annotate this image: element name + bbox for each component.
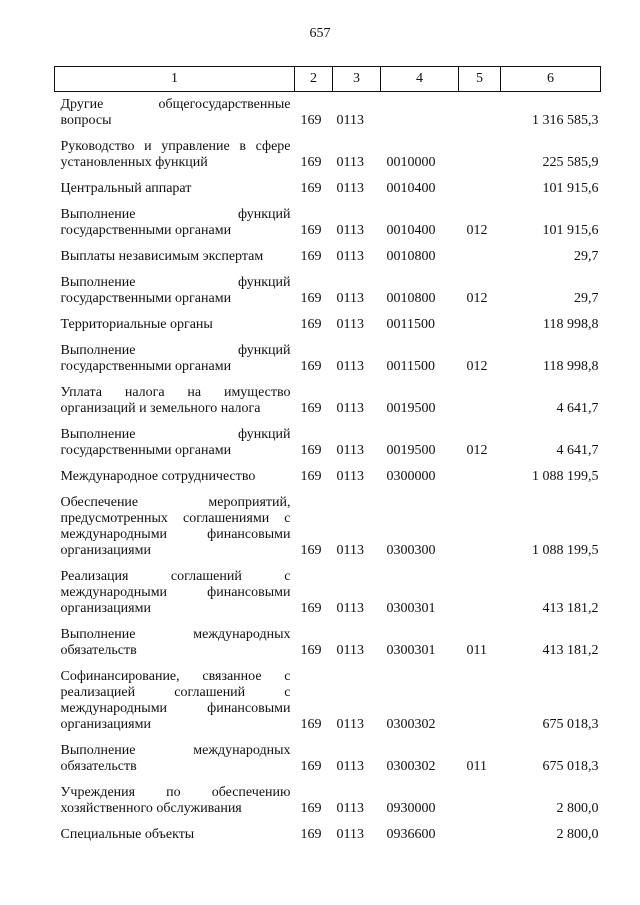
header-col-6: 6 [501,67,601,92]
row-col-2: 169 [300,249,322,264]
row-col-3: 0113 [336,359,364,374]
row-col-6: 1 088 199,5 [532,469,599,484]
row-col-6: 101 915,6 [542,181,599,196]
row-col-6: 1 088 199,5 [532,543,599,558]
row-col-5: 012 [466,291,488,306]
row-col-6: 675 018,3 [542,717,599,732]
row-name-text: Выполнение функций государственными органами [60,207,291,238]
row-col-6: 29,7 [574,291,599,306]
row-col-4: 0010000 [386,155,436,170]
table-row [55,92,601,130]
row-col-3: 0113 [336,643,364,658]
row-name [55,559,295,617]
row-name-text: Выполнение функций государственными органами [60,343,291,374]
row-col-2: 169 [300,717,322,732]
row-name-text: Учреждения по обеспечению хозяйственного обслуживания [60,785,291,816]
table-row [55,265,601,307]
table-header [55,67,601,92]
row-col-5 [459,775,501,817]
row-col-5 [459,559,501,617]
row-col-6: 118 998,8 [543,359,599,374]
row-col-4: 0300000 [386,469,436,484]
row-col-6: 675 018,3 [542,759,599,774]
row-col-3: 0113 [336,181,364,196]
row-name-text: Территориальные органы [60,317,213,332]
row-col-4: 0011500 [386,317,435,332]
row-col-2: 169 [300,113,322,128]
budget-table [54,66,601,843]
row-col-4: 0010800 [386,291,436,306]
row-name [55,459,295,485]
row-col-5 [459,307,501,333]
row-name-text: Международное сотрудничество [60,469,256,484]
row-col-4: 0019500 [386,401,436,416]
row-col-4: 0300301 [386,601,436,616]
table-row [55,817,601,843]
row-col-4: 0010400 [386,181,436,196]
table-row [55,417,601,459]
row-name [55,733,295,775]
header-row [55,67,601,92]
row-name-text: Выполнение функций государственными органами [60,427,291,458]
row-col-2: 169 [300,401,322,416]
table-row [55,617,601,659]
row-name [55,129,295,171]
row-col-4: 0010800 [386,249,436,264]
row-col-5: 011 [466,759,487,774]
row-col-3: 0113 [336,223,364,238]
table-row [55,775,601,817]
row-name [55,485,295,559]
header-col-5: 5 [459,67,501,92]
row-name [55,617,295,659]
table-row [55,459,601,485]
page-number: 657 [309,26,331,41]
row-col-6: 1 316 585,3 [532,113,599,128]
row-col-4: 0300302 [386,759,436,774]
row-col-5 [459,817,501,843]
header-col-1: 1 [55,67,295,92]
row-name [55,659,295,733]
row-col-6: 225 585,9 [542,155,599,170]
row-name-text: Софинансирование, связанное с реализацией соглашений с международными финансовыми организациями [60,669,291,732]
table-row [55,659,601,733]
row-col-3: 0113 [336,827,364,842]
row-name [55,333,295,375]
row-col-4: 0936600 [386,827,436,842]
row-col-5 [459,92,501,130]
header-col-3: 3 [333,67,381,92]
row-col-2: 169 [300,223,322,238]
row-col-4: 0300300 [386,543,436,558]
row-name [55,92,295,130]
row-col-5: 012 [466,443,488,458]
table-row [55,307,601,333]
row-name-text: Выполнение международных обязательств [60,627,291,658]
row-col-3: 0113 [336,317,364,332]
row-col-3: 0113 [336,469,364,484]
row-col-6: 413 181,2 [542,601,599,616]
row-name-text: Выполнение функций государственными органами [60,275,291,306]
row-col-4: 0930000 [386,801,436,816]
row-col-6: 29,7 [574,249,599,264]
row-name [55,375,295,417]
row-col-4: 0019500 [386,443,436,458]
row-col-4: 0300302 [386,717,436,732]
row-col-2: 169 [300,443,322,458]
row-col-6: 118 998,8 [543,317,599,332]
row-col-5 [459,485,501,559]
table-row [55,375,601,417]
row-col-2: 169 [300,759,322,774]
row-name-text: Реализация соглашений с международными финансовыми организациями [60,569,291,616]
table-row [55,197,601,239]
table-row [55,129,601,171]
row-name [55,239,295,265]
row-col-4: 0300301 [386,643,436,658]
row-col-2: 169 [300,801,322,816]
row-name [55,197,295,239]
table-row [55,171,601,197]
row-col-3: 0113 [336,291,364,306]
row-col-3: 0113 [336,801,364,816]
table-body [55,92,601,844]
row-col-3: 0113 [336,717,364,732]
row-name-text: Уплата налога на имущество организаций и земельного налога [60,385,291,416]
row-col-2: 169 [300,543,322,558]
row-name-text: Выплаты независимым экспертам [60,249,264,264]
row-col-3: 0113 [336,759,364,774]
row-col-3: 0113 [336,155,364,170]
row-col-3: 0113 [336,401,364,416]
row-name-text: Другие общегосударственные вопросы [60,97,291,128]
row-col-2: 169 [300,601,322,616]
row-name [55,171,295,197]
header-col-4: 4 [381,67,459,92]
row-name [55,307,295,333]
table-row [55,733,601,775]
row-col-5: 011 [466,643,487,658]
row-name-text: Обеспечение мероприятий, предусмотренных соглашениями с международными финансовыми организациями [60,495,291,558]
header-col-2: 2 [295,67,333,92]
table-row [55,485,601,559]
row-col-4: 0010400 [386,223,436,238]
row-name-text: Руководство и управление в сфере установленных функций [60,139,291,170]
row-col-2: 169 [300,469,322,484]
row-col-6: 4 641,7 [556,443,599,458]
row-name [55,265,295,307]
row-name-text: Выполнение международных обязательств [60,743,291,774]
row-col-5 [459,171,501,197]
row-col-2: 169 [300,291,322,306]
table-row [55,559,601,617]
row-name [55,775,295,817]
row-col-2: 169 [300,317,322,332]
row-col-3: 0113 [336,443,364,458]
row-name [55,417,295,459]
row-col-6: 2 800,0 [556,827,599,842]
row-col-2: 169 [300,181,322,196]
row-col-3: 0113 [336,601,364,616]
row-name-text: Специальные объекты [60,827,195,842]
row-col-3: 0113 [336,249,364,264]
table-row [55,239,601,265]
row-col-5: 012 [466,223,488,238]
row-col-6: 413 181,2 [542,643,599,658]
row-col-2: 169 [300,827,322,842]
row-col-3: 0113 [336,113,364,128]
row-col-2: 169 [300,359,322,374]
row-name [55,817,295,843]
row-col-3: 0113 [336,543,364,558]
row-col-6: 4 641,7 [556,401,599,416]
row-col-2: 169 [300,155,322,170]
row-col-5 [459,459,501,485]
row-col-6: 2 800,0 [556,801,599,816]
table-row [55,333,601,375]
row-col-5 [459,659,501,733]
row-col-6: 101 915,6 [542,223,599,238]
row-col-5: 012 [466,359,488,374]
row-col-5 [459,375,501,417]
row-col-5 [459,239,501,265]
row-col-5 [459,129,501,171]
row-col-4 [381,92,459,130]
row-name-text: Центральный аппарат [60,181,192,196]
row-col-4: 0011500 [386,359,435,374]
row-col-2: 169 [300,643,322,658]
